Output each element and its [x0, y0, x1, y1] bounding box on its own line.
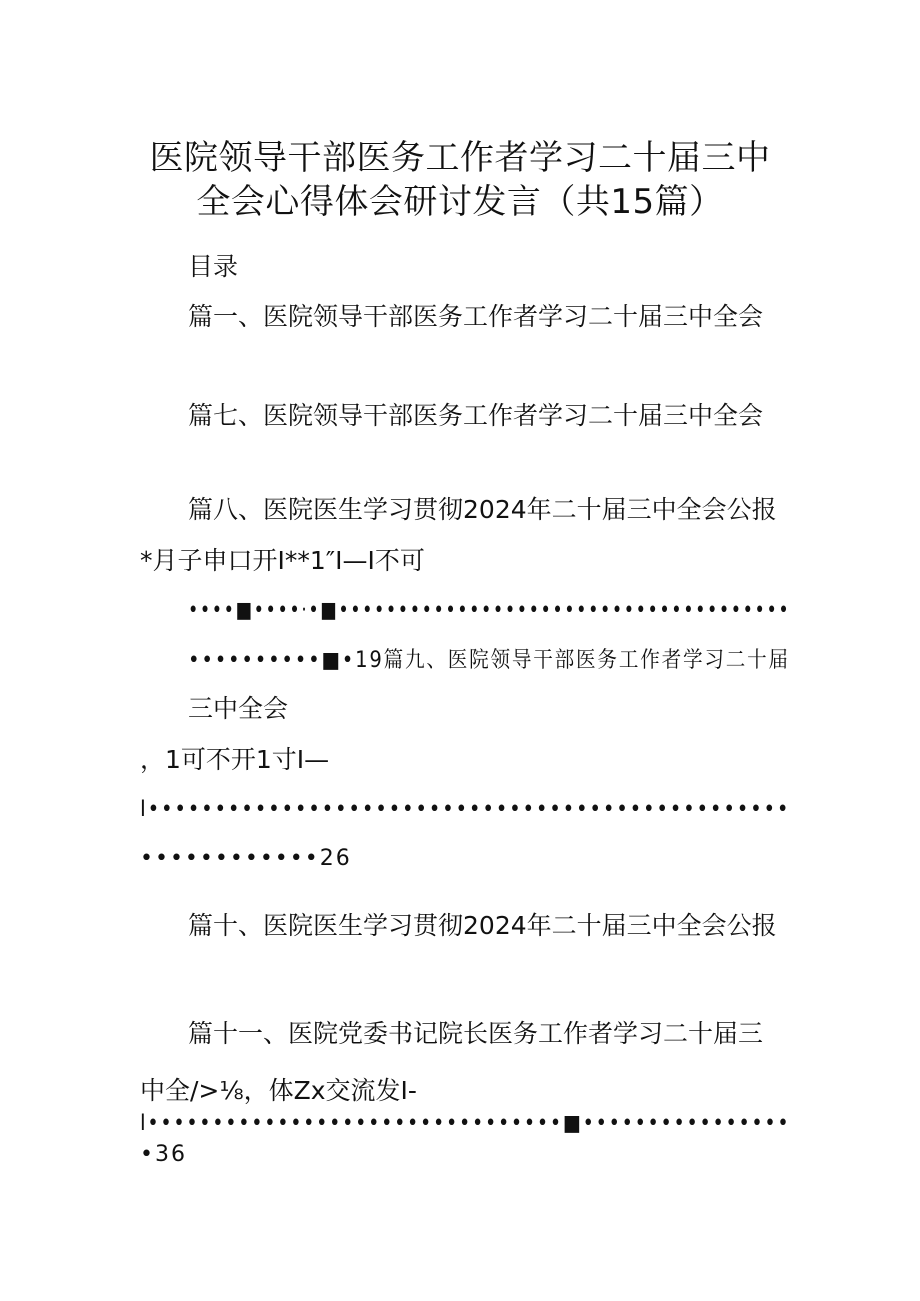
toc-page-number: •36 [140, 1142, 187, 1167]
toc-entry: 篇一、医院领导干部医务工作者学习二十届三中全会 [188, 302, 764, 331]
toc-entry: 篇八、医院医生学习贯彻2024年二十届三中全会公报 [188, 495, 777, 524]
doc-title-line-1: 医院领导干部医务工作者学习二十届三中 [149, 138, 771, 178]
doc-title-line-2: 全会心得体会研讨发言（共15篇） [196, 182, 724, 222]
garbled-text-line: ，1可不开1寸I— [140, 745, 330, 774]
toc-entry: 篇十、医院医生学习贯彻2024年二十届三中全会公报 [188, 911, 777, 940]
toc-entry: ••••••••••■•19篇九、医院领导干部医务工作者学习二十届 [188, 648, 790, 673]
toc-entry-continuation: 三中全会 [188, 694, 289, 723]
toc-leader-dots: I••••••••••••••••••••••••••••••••■•••••••••••••••• [140, 1111, 791, 1136]
toc-page-number: ••••••••••••26 [140, 846, 352, 871]
toc-entry: 篇十一、医院党委书记院长医务工作者学习二十届三 [188, 1019, 764, 1048]
toc-leader-dots: I•••••••••••••••••••••••••••••••••••••••••••••••• [140, 797, 791, 822]
toc-entry: 篇七、医院领导干部医务工作者学习二十届三中全会 [188, 401, 764, 430]
toc-heading: 目录 [188, 252, 239, 281]
toc-leader-dots: ••••■••••·•■•••••••••••••••••••••••••••••••••••••• [188, 598, 791, 623]
garbled-text-line: *月子申口开I**1″I—I不可 [140, 546, 425, 575]
garbled-text-line: 中全/>⅛，体Zx交流发I- [140, 1076, 417, 1105]
